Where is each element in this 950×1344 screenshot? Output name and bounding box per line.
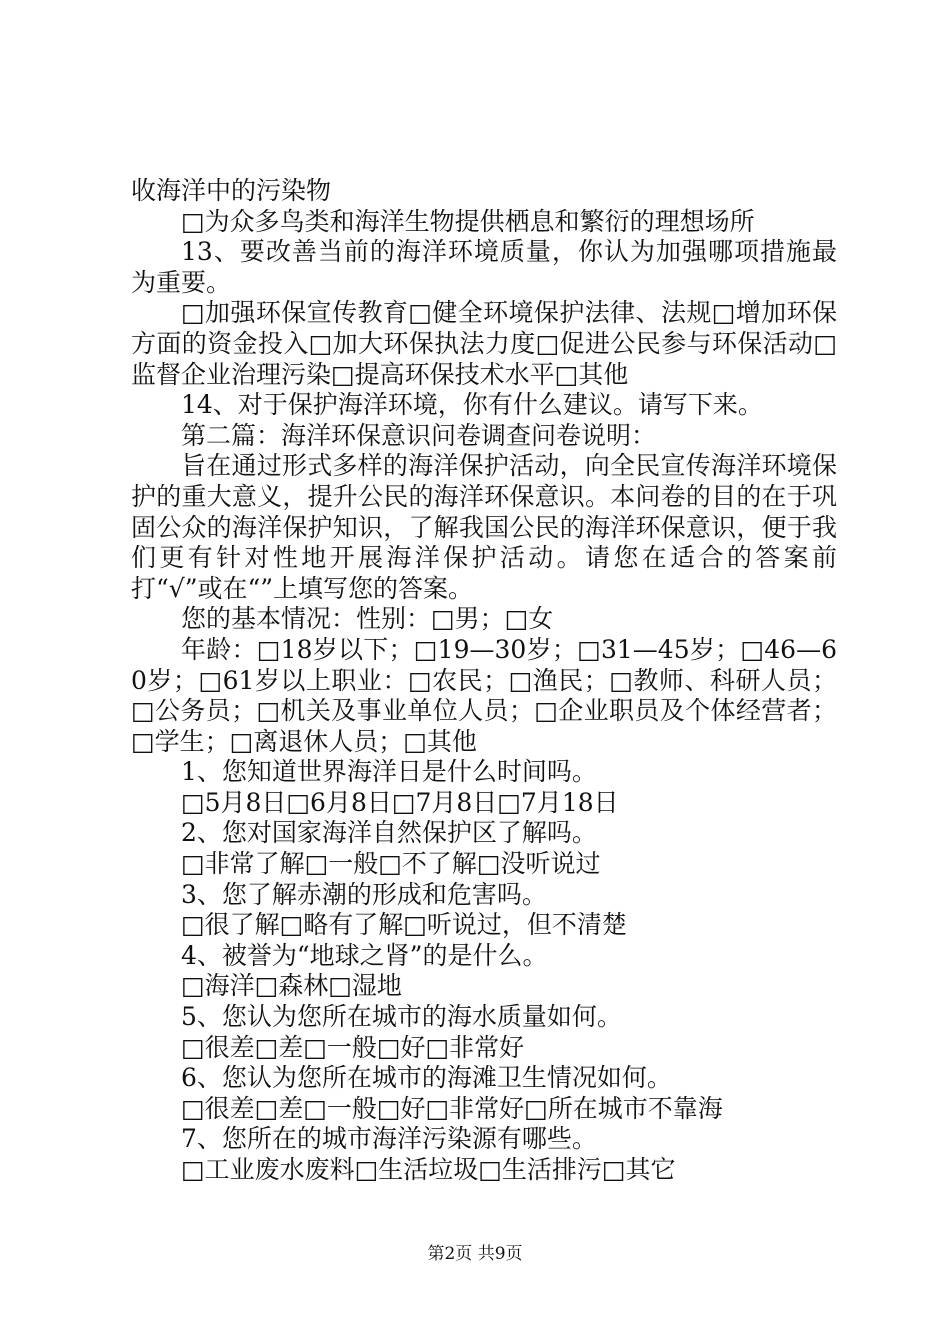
page-footer <box>0 1243 950 1265</box>
section-heading: 第二篇：海洋环保意识问卷调查问卷说明： <box>181 420 657 450</box>
question-2: 2、您对国家海洋自然保护区了解吗。 <box>181 818 597 848</box>
options-5: □很差□差□一般□好□非常好 <box>181 1032 525 1062</box>
intro-paragraph: 旨在通过形式多样的海洋保护活动，向全民宣传海洋环境保护的重大意义，提升公民的海洋环保意识。本问卷的目的在于巩固公众的海洋保护知识，了解我国公民的海洋环保意识，便于我们更有针对性地开展海洋保护活动。请您在适合的答案前打“√”或在“”上填写您的答案。 <box>131 451 837 603</box>
question-4: 4、被誉为“地球之肾”的是什么。 <box>181 940 548 970</box>
question-1: 1、您知道世界海洋日是什么时间吗。 <box>181 757 597 787</box>
options-4: □海洋□森林□湿地 <box>181 971 402 1001</box>
options-6: □很差□差□一般□好□非常好□所在城市不靠海 <box>181 1093 723 1123</box>
question-3: 3、您了解赤潮的形成和危害吗。 <box>181 879 547 909</box>
basic-info-gender: 您的基本情况：性别：□男；□女 <box>181 604 554 634</box>
page-number-label: 第2页 共9页 <box>427 1244 523 1264</box>
question-6: 6、您认为您所在城市的海滩卫生情况如何。 <box>181 1063 672 1093</box>
document-body <box>131 176 837 1186</box>
options-7: □工业废水废料□生活垃圾□生活排污□其它 <box>181 1155 676 1184</box>
options-1: □5月8日□6月8日□7月8日□7月18日 <box>181 787 619 817</box>
options-13: □加强环保宣传教育□健全环境保护法律、法规□增加环保方面的资金投入□加大环保执法力度□促进公民参与环保活动□监督企业治理污染□提高环保技术水平□其他 <box>131 298 837 389</box>
options-3: □很了解□略有了解□听说过，但不清楚 <box>181 910 627 940</box>
options-2: □非常了解□一般□不了解□没听说过 <box>181 849 601 879</box>
paragraph-continuation: 收海洋中的污染物 <box>131 176 332 205</box>
basic-info-age-occupation: 年龄：□18岁以下；□19—30岁；□31—45岁；□46—60岁；□61岁以上职业：□农民；□渔民；□教师、科研人员；□公务员；□机关及事业单位人员；□企业职员及个体经营者；□学生；□离退休人员；□其他 <box>131 634 837 756</box>
option-line: □为众多鸟类和海洋生物提供栖息和繁衍的理想场所 <box>181 206 755 236</box>
question-5: 5、您认为您所在城市的海水质量如何。 <box>181 1002 622 1032</box>
question-14: 14、对于保护海洋环境，你有什么建议。请写下来。 <box>181 390 763 420</box>
question-13: 13、要改善当前的海洋环境质量，你认为加强哪项措施最为重要。 <box>131 237 837 297</box>
question-7: 7、您所在的城市海洋污染源有哪些。 <box>181 1124 597 1154</box>
